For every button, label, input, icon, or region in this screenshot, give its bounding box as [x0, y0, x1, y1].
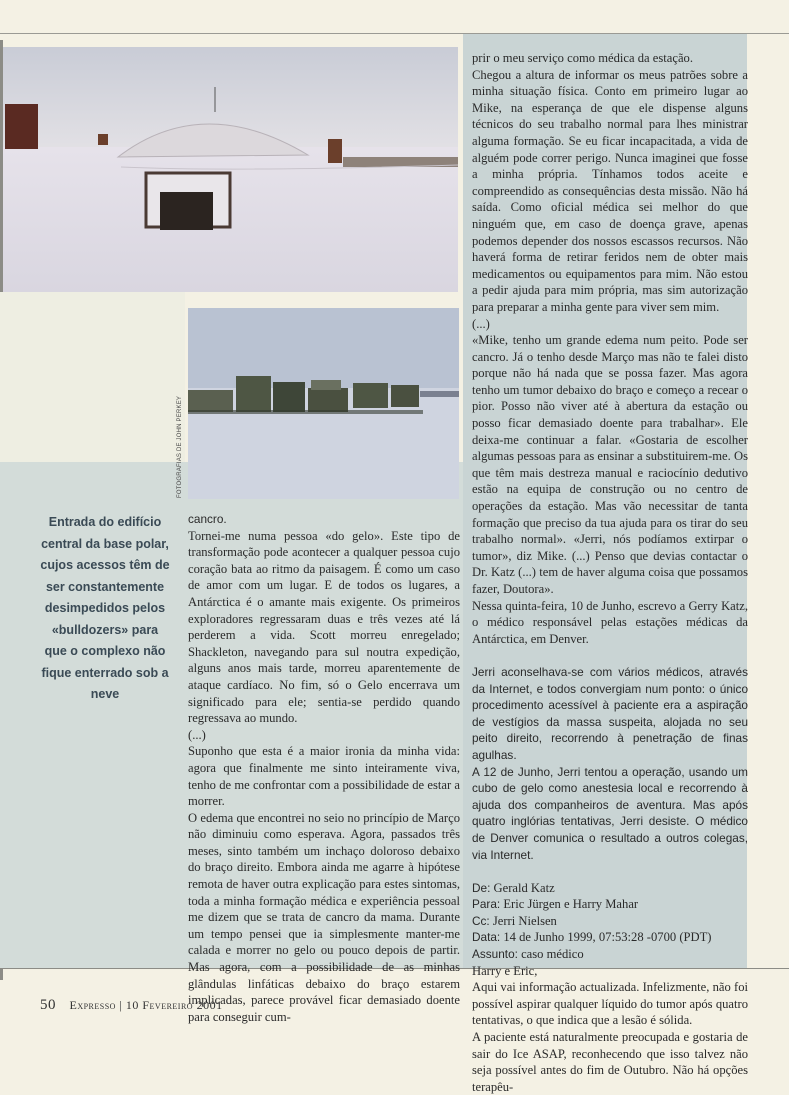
email-to-label: Para:	[472, 897, 501, 912]
paragraph: Suponho que esta é a maior ironia da minha vida: agora que finalmente me sinto inteiramente viva, tenho de me confrontar com a possibilidade de estar a morrer.	[188, 744, 460, 809]
paragraph: prir o meu serviço como médica da estação.	[472, 51, 693, 65]
left-blank-panel	[0, 292, 185, 462]
paragraph: Tornei-me numa pessoa «do gelo». Este tipo de transformação pode acontecer a qualquer pessoa cujo coração bata ao ritmo da paisagem. É como um caso de amor com um lugar. E de todos os lugares, a Antárctica é o amante mais exigente. Os primeiros exploradores regressaram duas e três vezes até lá perderem a vida. Scott morreu enregelado; Shackleton, navegando para sul noutra expedição, alguns anos mais tarde, morreu aparentemente de ataque cardíaco. No fim, só o Gelo encerrava um significado para ele; sentia-se perdido quando regressava ao mundo.	[188, 528, 460, 726]
paragraph: «Mike, tenho um grande edema num peito. Pode ser cancro. Já o tenho desde Março mas não te falei disto porque não há nada que se possa fazer. Mas agora tenho um tumor debaixo do braço e começo a recear o pior. Posso não viver até à abertura da estação ou posso ficar demasiado doente para trabalhar». Ele deixa-me continuar a falar. «Gostaria de escolher algumas pessoas para as ensinar a substituirem-me. Os que têm mais destreza manual e raciocínio dedutivo estão na equipa de construção ou no centro de operações da estação. Mas vão necessitar de tanta formação que preciso da tua ajuda para os tirar do seu trabalho normal». «Jerri, nós podíamos extirpar o tumor», diz Mike. (...) Penso que devias contactar o Dr. Katz (...) tem de haver alguma coisa que possamos fazer, Doutora».	[472, 333, 748, 596]
middle-column	[188, 511, 460, 1025]
right-column	[472, 50, 748, 1095]
spacer	[472, 647, 748, 664]
photo-credit: FOTOGRAFIAS DE JOHN PERKEY	[177, 395, 183, 498]
photo-caption: Entrada do edifício central da base polar, cujos acessos têm de ser constantemente desimpedidos pelos «bulldozers» para que o complexo não fique enterrado sob a neve	[40, 515, 170, 701]
email-to-value: Eric Jürgen e Harry Mahar	[503, 897, 639, 912]
paragraph: Nessa quinta-feira, 10 de Junho, escrevo a Gerry Katz, o médico responsável pelas estações médicas da Antárctica, em Denver.	[472, 598, 748, 646]
photo-polar-base-entrance	[3, 47, 458, 292]
email-cc-label: Cc:	[472, 913, 490, 928]
paragraph: O edema que encontrei no seio no princípio de Março não diminuiu como esperava. Agora, passados três meses, sinto também um inchaço doloroso debaixo do braço direito. Embora ainda me agarre à hipótese remota de haver outra explicação para estes sintomas, toda a minha formação médica e experiência pessoal me dizem que se trata de cancro da mama. Durante um tempo pensei que ia simplesmente manter-me calada e morrer no gelo ou pouco depois de partir. Mas agora, com a possibilidade de as minhas glândulas linfáticas debaixo do braço estarem implicadas, parece provável ficar demasiado doente para conseguir cum-	[188, 810, 460, 1024]
email-from	[472, 880, 748, 897]
email-subject-value: caso médico	[521, 947, 584, 962]
sidebar-paragraph: Jerri aconselhava-se com vários médicos, através da Internet, e todos convergiam num ponto: o único procedimento acessível à paciente era a aspiração de vestígios da massa suspeita, alojada no seu peito direito, recorrendo à penetração de finas agulhas.	[472, 664, 748, 762]
email-date	[472, 929, 748, 946]
email-body: Aqui vai informação actualizada. Infelizmente, não foi possível aspirar qualquer líquido do tumor após quatro tentativas, o que indica que a lesão é sólida.	[472, 980, 748, 1028]
email-from-label: De:	[472, 880, 491, 895]
email-subject	[472, 946, 748, 963]
email-greeting: Harry e Eric,	[472, 963, 538, 978]
paragraph: (...)	[472, 316, 490, 331]
photo-bulldozers	[188, 308, 459, 499]
email-date-value: 14 de Junho 1999, 07:53:28 -0700 (PDT)	[503, 930, 712, 945]
paragraph: (...)	[188, 727, 206, 742]
email-subject-label: Assunto:	[472, 947, 518, 962]
email-date-label: Data:	[472, 930, 501, 945]
page-number: 50	[40, 997, 56, 1013]
page-footer	[40, 997, 223, 1014]
sidebar-paragraph: A 12 de Junho, Jerri tentou a operação, usando um cubo de gelo como anestesia local e recorrendo à ajuda dos companheiros de aventura. Mas após quatro inglórias tentativas, Jerri desiste. O médico de Denver comunica o resultado a outros colegas, via Internet.	[472, 764, 748, 862]
email-cc	[472, 913, 748, 930]
email-body: A paciente está naturalmente preocupada e gostaria de sair do Ice ASAP, reconhecendo que isso talvez não seja possível antes do fim de Outubro. Não há opções terapêu-	[472, 1030, 748, 1094]
email-cc-value: Jerri Nielsen	[492, 913, 557, 928]
paragraph: Chegou a altura de informar os meus patrões sobre a minha situação física. Conto em primeiro lugar ao Mike, na esperança de que ele dispense alguns técnicos do seu trabalho normal para lhes ministrar alguma formação. Se eu ficar incapacitada, a vida de alguém pode correr perigo. Nunca imaginei que fosse a minha própria. Tínhamos todos aceite e compreendido as consequências desta missão. Não há saída. Como oficial médica sei melhor do que ninguém que, em caso de doença grave, apenas podemos depender dos nossos escassos recursos. Não haverá forma de retirar feridos nem de obter mais medicamentos ou equipamentos para mim. Não estou a pedir ajuda para mim própria, mas sim autorização para preparar a minha gente para viver sem mim.	[472, 67, 748, 314]
publication-line: Expresso | 10 Fevereiro 2001	[69, 998, 223, 1012]
spacer	[472, 863, 748, 880]
paragraph: cancro.	[188, 512, 227, 526]
email-from-value: Gerald Katz	[493, 880, 555, 895]
email-to	[472, 896, 748, 913]
